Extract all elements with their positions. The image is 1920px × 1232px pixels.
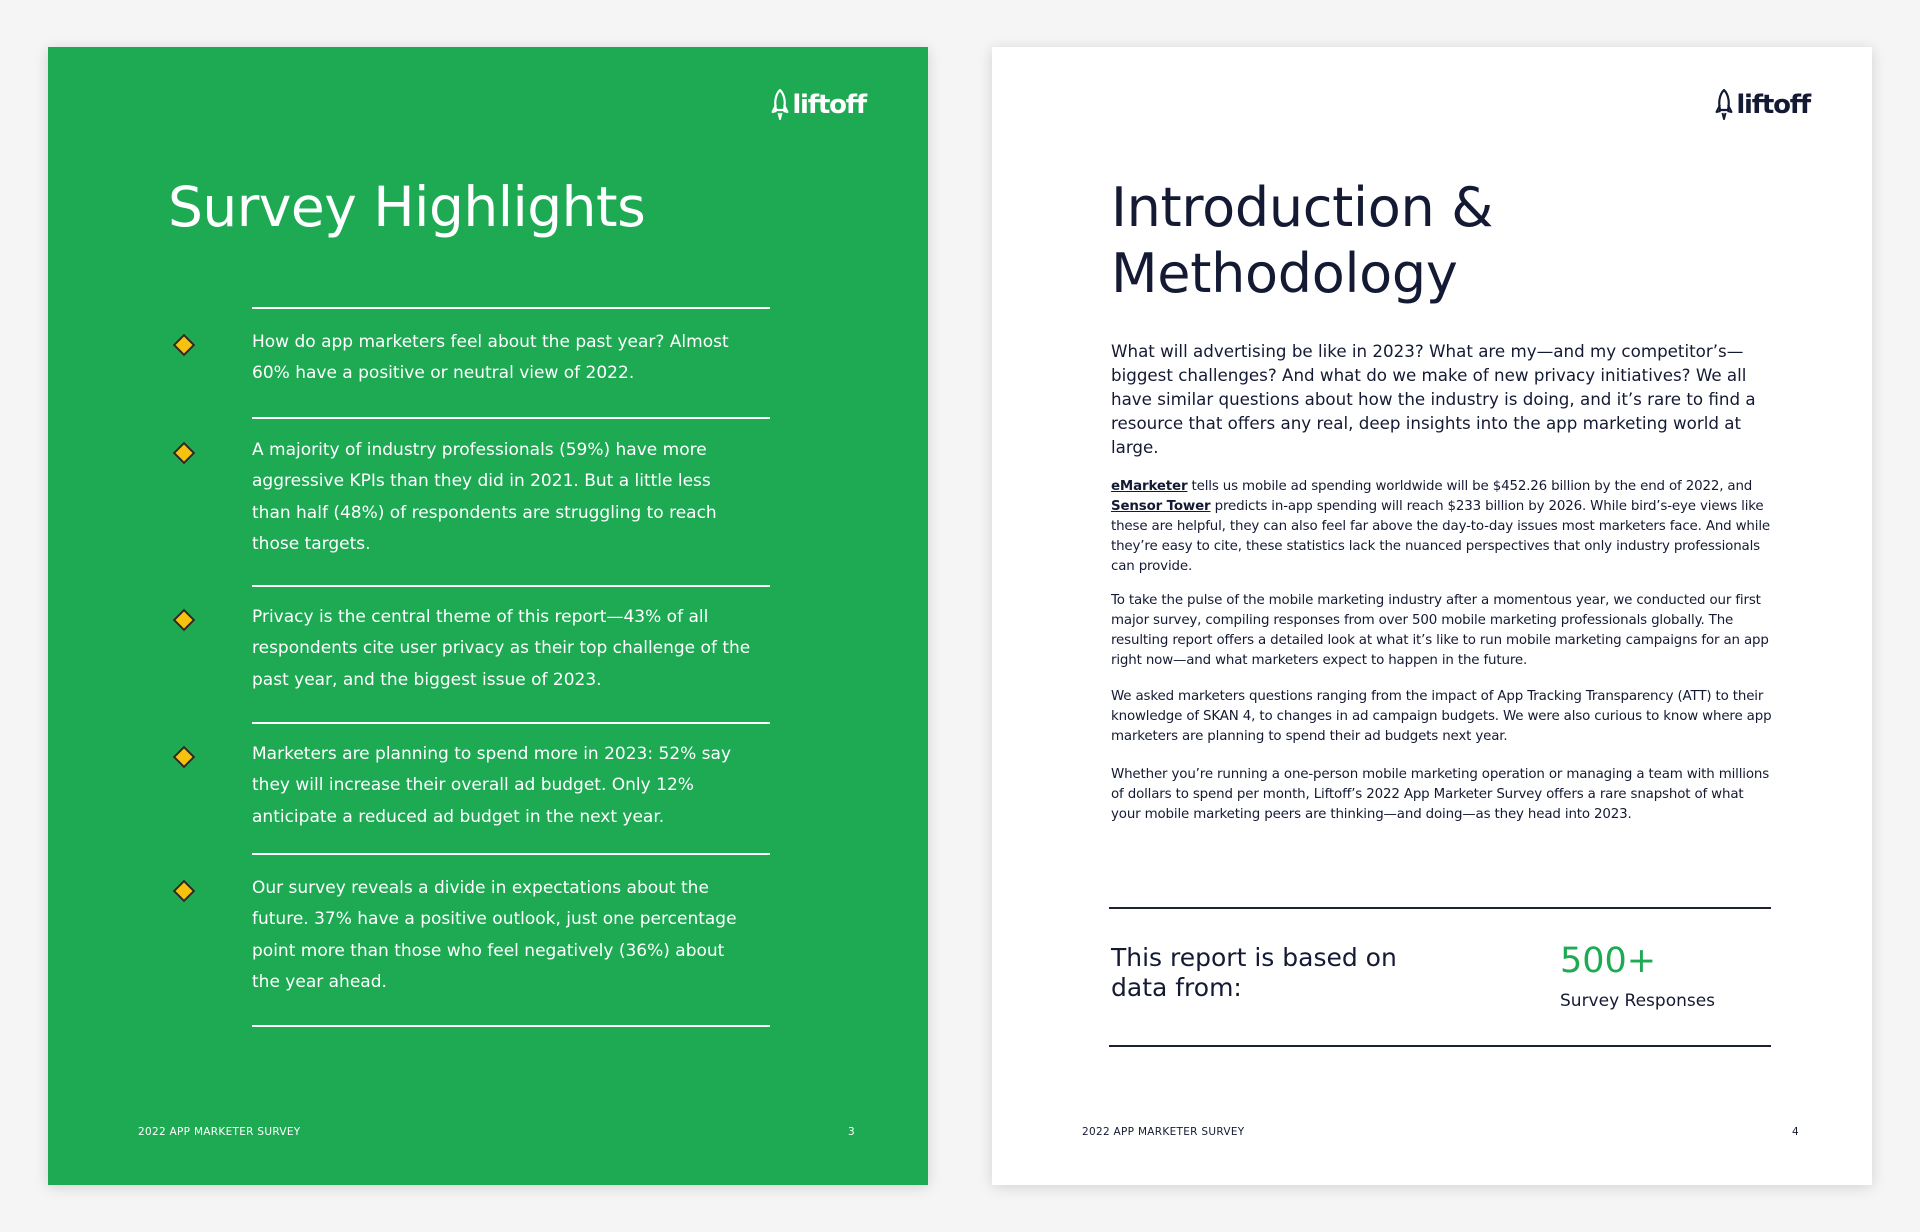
divider xyxy=(252,853,770,855)
body-paragraph xyxy=(1111,477,1773,577)
diamond-bullet-icon xyxy=(173,880,196,903)
survey-highlights-page xyxy=(48,47,928,1185)
paragraph-text: tells us mobile ad spending worldwide will be $452.26 billion by the end of 2022, and xyxy=(1187,479,1753,494)
lead-paragraph: What will advertising be like in 2023? What are my—and my competitor’s—biggest challenges? And what do we make of new privacy initiatives? We all have similar questions about how the industry is doing, and it’s rare to find a resource that offers any real, deep insights into the app marketing world at large. xyxy=(1111,341,1756,457)
stat-value: 500+ xyxy=(1560,941,1657,981)
stat-label: This report is based on data from: xyxy=(1111,943,1397,1002)
stat-caption: Survey Responses xyxy=(1560,991,1716,1011)
diamond-bullet-icon xyxy=(173,442,196,465)
divider xyxy=(252,307,770,309)
rocket-icon xyxy=(770,89,790,121)
rocket-icon xyxy=(1714,89,1734,121)
diamond-bullet-icon xyxy=(173,609,196,632)
diamond-bullet-icon xyxy=(173,746,196,769)
highlight-text: How do app marketers feel about the past year? Almost 60% have a positive or neutral view of 2022. xyxy=(252,332,729,384)
page-title: Survey Highlights xyxy=(168,175,646,239)
divider xyxy=(1109,1045,1771,1047)
page-number: 4 xyxy=(1792,1126,1799,1138)
highlight-text: Privacy is the central theme of this report—43% of all respondents cite user privacy as their top challenge of the past year, and the biggest issue of 2023. xyxy=(252,607,751,690)
highlight-text: Our survey reveals a divide in expectations about the future. 37% have a positive outlook, just one percentage point more than those who feel negatively (36%) about the year ahead. xyxy=(252,878,737,993)
logo-text: liftoff xyxy=(792,90,866,120)
emarketer-link[interactable]: eMarketer xyxy=(1111,479,1188,494)
liftoff-logo xyxy=(770,85,866,125)
body-paragraph: Whether you’re running a one-person mobile marketing operation or managing a team with millions of dollars to spend per month, Liftoff’s 2022 App Marketer Survey offers a rare snapshot of what your mobile marketing peers are thinking—and doing—as they head into 2023. xyxy=(1111,767,1770,822)
divider xyxy=(252,1025,770,1027)
introduction-methodology-page xyxy=(992,47,1872,1185)
divider xyxy=(1109,907,1771,909)
highlight-text: Marketers are planning to spend more in 2023: 52% say they will increase their overall ad budget. Only 12% anticipate a reduced ad budget in the next year. xyxy=(252,744,732,827)
liftoff-logo xyxy=(1714,85,1810,125)
divider xyxy=(252,417,770,419)
page-number: 3 xyxy=(848,1126,855,1138)
diamond-bullet-icon xyxy=(173,334,196,357)
body-paragraph: We asked marketers questions ranging from the impact of App Tracking Transparency (ATT) to their knowledge of SKAN 4, to changes in ad campaign budgets. We were also curious to know where app marketers are planning to spend their ad budgets next year. xyxy=(1111,689,1772,744)
divider xyxy=(252,585,770,587)
footer-label: 2022 APP MARKETER SURVEY xyxy=(138,1126,301,1138)
paragraph-text: predicts in-app spending will reach $233 billion by 2026. While bird’s-eye views like these are helpful, they can also feel far above the day-to-day issues most marketers face. And while they’re easy to cite, these statistics lack the nuanced perspectives that only industry professionals can provide. xyxy=(1111,499,1770,574)
logo-text: liftoff xyxy=(1736,90,1810,120)
page-title: Introduction & Methodology xyxy=(1111,176,1494,305)
body-paragraph: To take the pulse of the mobile marketing industry after a momentous year, we conducted our first major survey, compiling responses from over 500 mobile marketing professionals globally. The resulting report offers a detailed look at what it’s like to run mobile marketing campaigns for an app right now—and what marketers expect to happen in the future. xyxy=(1111,593,1769,668)
sensor-tower-link[interactable]: Sensor Tower xyxy=(1111,499,1211,514)
footer-label: 2022 APP MARKETER SURVEY xyxy=(1082,1126,1245,1138)
highlight-text: A majority of industry professionals (59%) have more aggressive KPIs than they did in 2021. But a little less than half (48%) of respondents are struggling to reach those targets. xyxy=(252,440,717,555)
divider xyxy=(252,722,770,724)
